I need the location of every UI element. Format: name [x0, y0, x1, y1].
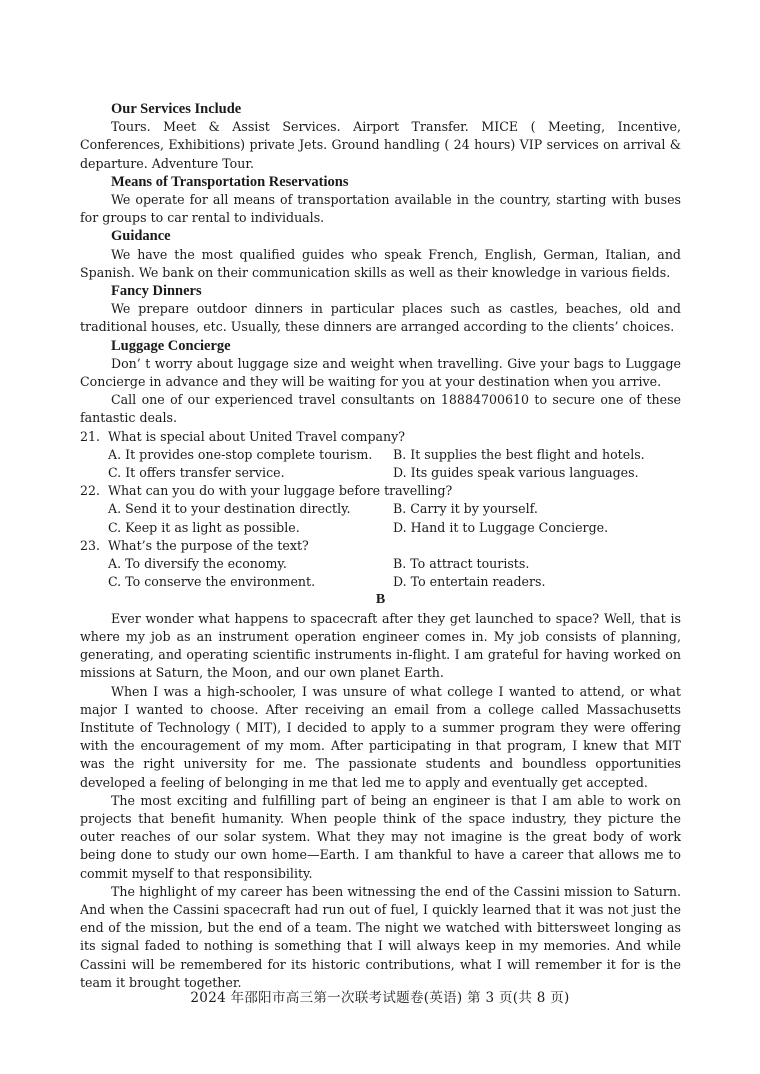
question-stem: What’s the purpose of the text? — [108, 537, 309, 553]
option-c: C. Keep it as light as possible. — [108, 519, 300, 535]
option-d: D. Hand it to Luggage Concierge. — [393, 519, 609, 535]
services-text: Tours. Meet & Assist Services. Airport Transfer. MICE ( Meeting, Incentive, Conferences, Exhibitions) private Jets. Ground handling ( 24 hours) VIP services on arrival & departure. Adventure Tour. — [80, 119, 681, 171]
options-row — [80, 446, 681, 464]
options-row — [80, 500, 681, 518]
dinners-text: We prepare outdoor dinners in particular places such as castles, beaches, old and traditional houses, etc. Usually, these dinners are arranged according to the clients’ choices. — [80, 301, 681, 335]
page-content — [80, 100, 681, 992]
option-d: D. To entertain readers. — [393, 574, 546, 590]
guidance-text: We have the most qualified guides who speak French, English, German, Italian, and Spanish. We bank on their communication skills as well as their knowledge in various fields. — [80, 246, 681, 280]
option-a: A. To diversify the economy. — [108, 556, 287, 572]
passage-b-paragraph-4: The highlight of my career has been witnessing the end of the Cassini mission to Saturn. And when the Cassini spacecraft had run out of fuel, I quickly learned that it was not just the end of the mission, but the end of a team. The night we watched with bittersweet longing as its signal faded to nothing is something that I will always keep in my memories. And while Cassini will be remembered for its historic contributions, what I will remember it for is the team it brought together. — [80, 883, 681, 990]
transport-heading: Means of Transportation Reservations — [111, 173, 349, 190]
question-21 — [80, 428, 681, 446]
section-b-heading: B — [375, 592, 386, 608]
options-row — [80, 519, 681, 537]
passage-b-paragraph-1: Ever wonder what happens to spacecraft after they get launched to space? Well, that is where my job as an instrument operation engineer comes in. My job consists of planning, generating, and operating scientific instruments in-flight. I am grateful for having worked on missions at Saturn, the Moon, and our own planet Earth. — [80, 610, 681, 681]
question-number: 23. — [80, 537, 101, 553]
options-row — [80, 464, 681, 482]
option-b: B. To attract tourists. — [393, 556, 530, 572]
option-c: C. It offers transfer service. — [108, 465, 285, 481]
dinners-heading: Fancy Dinners — [111, 283, 202, 300]
luggage-text: Don’ t worry about luggage size and weight when travelling. Give your bags to Luggage Concierge in advance and they will be waiting for you at your destination when you arrive. — [80, 355, 681, 390]
call-text: Call one of our experienced travel consultants on 18884700610 to secure one of these fantastic deals. — [80, 392, 681, 426]
options-row — [80, 555, 681, 573]
options-row — [80, 573, 681, 591]
guidance-heading: Guidance — [111, 228, 171, 245]
services-heading: Our Services Include — [111, 101, 242, 117]
option-a: A. Send it to your destination directly. — [108, 501, 351, 517]
option-b: B. It supplies the best flight and hotels. — [393, 446, 645, 462]
transport-text: We operate for all means of transportation available in the country, starting with buses for groups to car rental to individuals. — [80, 192, 681, 226]
question-stem: What is special about United Travel company? — [108, 428, 406, 444]
question-stem: What can you do with your luggage before travelling? — [108, 483, 453, 499]
passage-b-paragraph-3: The most exciting and fulfilling part of being an engineer is that I am able to work on projects that benefit humanity. When people think of the space industry, they picture the outer reaches of our solar system. What they may not imagine is the great body of work being done to study our own home—Earth. I am thankful to have a career that allows me to commit myself to that responsibility. — [80, 792, 681, 881]
question-23 — [80, 537, 681, 555]
passage-b-paragraph-2: When I was a high-schooler, I was unsure of what college I wanted to attend, or what major I wanted to choose. After receiving an email from a college called Massachusetts Institute of Technology ( MIT), I decided to apply to a summer program they were offering with the encouragement of my mom. After participating in that program, I knew that MIT was the right university for me. The passionate students and boundless opportunities developed a feeling of belonging in me that led me to apply and eventually get accepted. — [80, 683, 681, 790]
question-number: 21. — [80, 428, 101, 444]
option-a: A. It provides one-stop complete tourism. — [108, 446, 373, 462]
option-d: D. Its guides speak various languages. — [393, 465, 639, 481]
option-b: B. Carry it by yourself. — [393, 501, 538, 517]
question-22 — [80, 482, 681, 500]
option-c: C. To conserve the environment. — [108, 574, 316, 590]
luggage-heading: Luggage Concierge — [111, 337, 231, 354]
question-number: 22. — [80, 483, 101, 499]
page-footer: 2024 年邵阳市高三第一次联考试题卷(英语) 第 3 页(共 8 页) — [190, 990, 570, 1006]
